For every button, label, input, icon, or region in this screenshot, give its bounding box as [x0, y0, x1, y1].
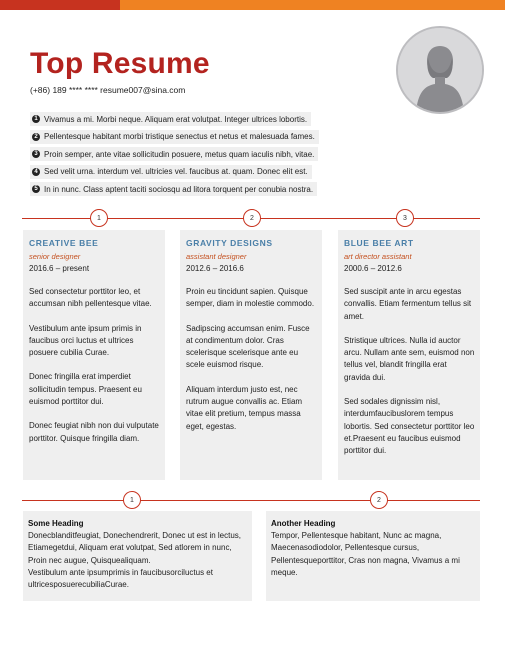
section-heading: Another Heading — [271, 519, 336, 528]
summary-item — [30, 165, 312, 179]
job-description: Sadipscing accumsan enim. Fusce at condimentum dolor. Cras scelerisque scelerisque ante eu scele euismod risque. — [186, 323, 310, 370]
experience-card — [338, 230, 480, 480]
company-name: CREATIVE BEE — [29, 238, 99, 248]
experience-card — [23, 230, 165, 480]
resume-title: Top Resume — [30, 47, 210, 80]
bullet-number: 4 — [32, 168, 40, 176]
contact-info: (+86) 189 **** **** resume007@sina.com — [30, 85, 186, 95]
company-name: GRAVITY DESIGNS — [186, 238, 273, 248]
company-name: BLUE BEE ART — [344, 238, 414, 248]
job-dates: 2000.6 – 2012.6 — [344, 264, 402, 273]
summary-text: Pellentesque habitant morbi tristique senectus et netus et malesuada fames. — [44, 132, 315, 141]
job-description: Sed sodales dignissim nisl, interdumfaucibuslorem tempus lobortis. Sed consectetur porttitor leo et.Praesent eu faucibus euismod porttitor dui. — [344, 397, 475, 456]
job-role: assistant designer — [186, 252, 247, 261]
extras-timeline — [22, 500, 480, 501]
summary-item — [30, 147, 318, 161]
job-description: Aliquam interdum justo est, nec rutrum augue convallis ac. Etiam vitae elit pretium, tempus massa eget, egestas. — [186, 384, 303, 431]
bullet-number: 2 — [32, 133, 40, 141]
section-body: Donecblanditfeugiat, Donechendrerit, Donec ut est in lectus, Etiamegetdui, Aliquam erat volutpat, Sed atlorem in nunc, Proin nec augue, Quisquealiquam. — [28, 531, 242, 565]
section-heading: Some Heading — [28, 519, 84, 528]
job-description: Proin eu tincidunt sapien. Quisque semper, diam in molestie commodo. — [186, 287, 315, 309]
timeline-marker: 2 — [243, 209, 261, 227]
timeline-marker: 3 — [396, 209, 414, 227]
job-description: Sed consectetur porttitor leo, et accumsan nibh pellentesque vitae. — [29, 287, 152, 309]
profile-photo — [396, 26, 484, 114]
experience-card — [180, 230, 322, 480]
job-description: Sed suscipit ante in arcu egestas convallis. Etiam fermentum tellus sit amet. — [344, 287, 472, 321]
summary-item — [30, 182, 317, 196]
summary-text: Vivamus a mi. Morbi neque. Aliquam erat volutpat. Integer ultrices lobortis. — [44, 114, 308, 124]
summary-text: Sed velit urna. interdum vel. ultricies vel. faucibus at. quam. Donec elit est. — [44, 167, 308, 176]
job-description: Donec feugiat nibh non dui vulputate porttitor. Quisque fringilla diam. — [29, 421, 159, 443]
summary-item — [30, 112, 311, 126]
top-bar-red-segment — [0, 0, 120, 10]
job-dates: 2012.6 – 2016.6 — [186, 264, 244, 273]
section-body: Tempor, Pellentesque habitant, Nunc ac magna, Maecenasodiodolor, Pellentesque cursus, Pellentesqueporttitor, Cras non magna, Vivamus a mi meque. — [271, 531, 460, 577]
summary-text: In in nunc. Class aptent taciti sociosqu ad litora torquent per conubia nostra. — [44, 184, 314, 194]
bullet-number: 3 — [32, 150, 40, 158]
summary-item — [30, 130, 319, 144]
job-role: art director assistant — [344, 252, 412, 261]
top-color-bar — [0, 0, 505, 10]
timeline-marker: 1 — [123, 491, 141, 509]
section-body: Vestibulum ante ipsumprimis in faucibusorciluctus et ultricesposuerecubiliaCurae. — [28, 567, 213, 590]
extra-section-card — [23, 511, 252, 601]
job-description: Stristique ultrices. Nulla id auctor arcu. Nullam ante sem, euismod non tellus vel, blandit fringilla erat gravida dui. — [344, 335, 475, 382]
timeline-marker: 2 — [370, 491, 388, 509]
bullet-number: 5 — [32, 185, 40, 193]
extra-section-card — [266, 511, 480, 601]
job-role: senior designer — [29, 252, 81, 261]
job-description: Vestibulum ante ipsum primis in faucibus orci luctus et ultrices posuere cubilia Curae. — [29, 323, 142, 358]
summary-text: Proin semper, ante vitae sollicitudin posuere, metus quam iaculis nibh, vitae. — [44, 149, 315, 159]
timeline-marker: 1 — [90, 209, 108, 227]
summary-list — [30, 112, 319, 200]
bullet-number: 1 — [32, 115, 40, 123]
top-bar-orange-segment — [120, 0, 505, 10]
person-silhouette-icon — [398, 28, 482, 112]
job-description: Donec fringilla erat imperdiet sollicitudin tempus. Praesent eu euismod porttitor dui. — [29, 372, 142, 407]
job-dates: 2016.6 – present — [29, 264, 90, 273]
